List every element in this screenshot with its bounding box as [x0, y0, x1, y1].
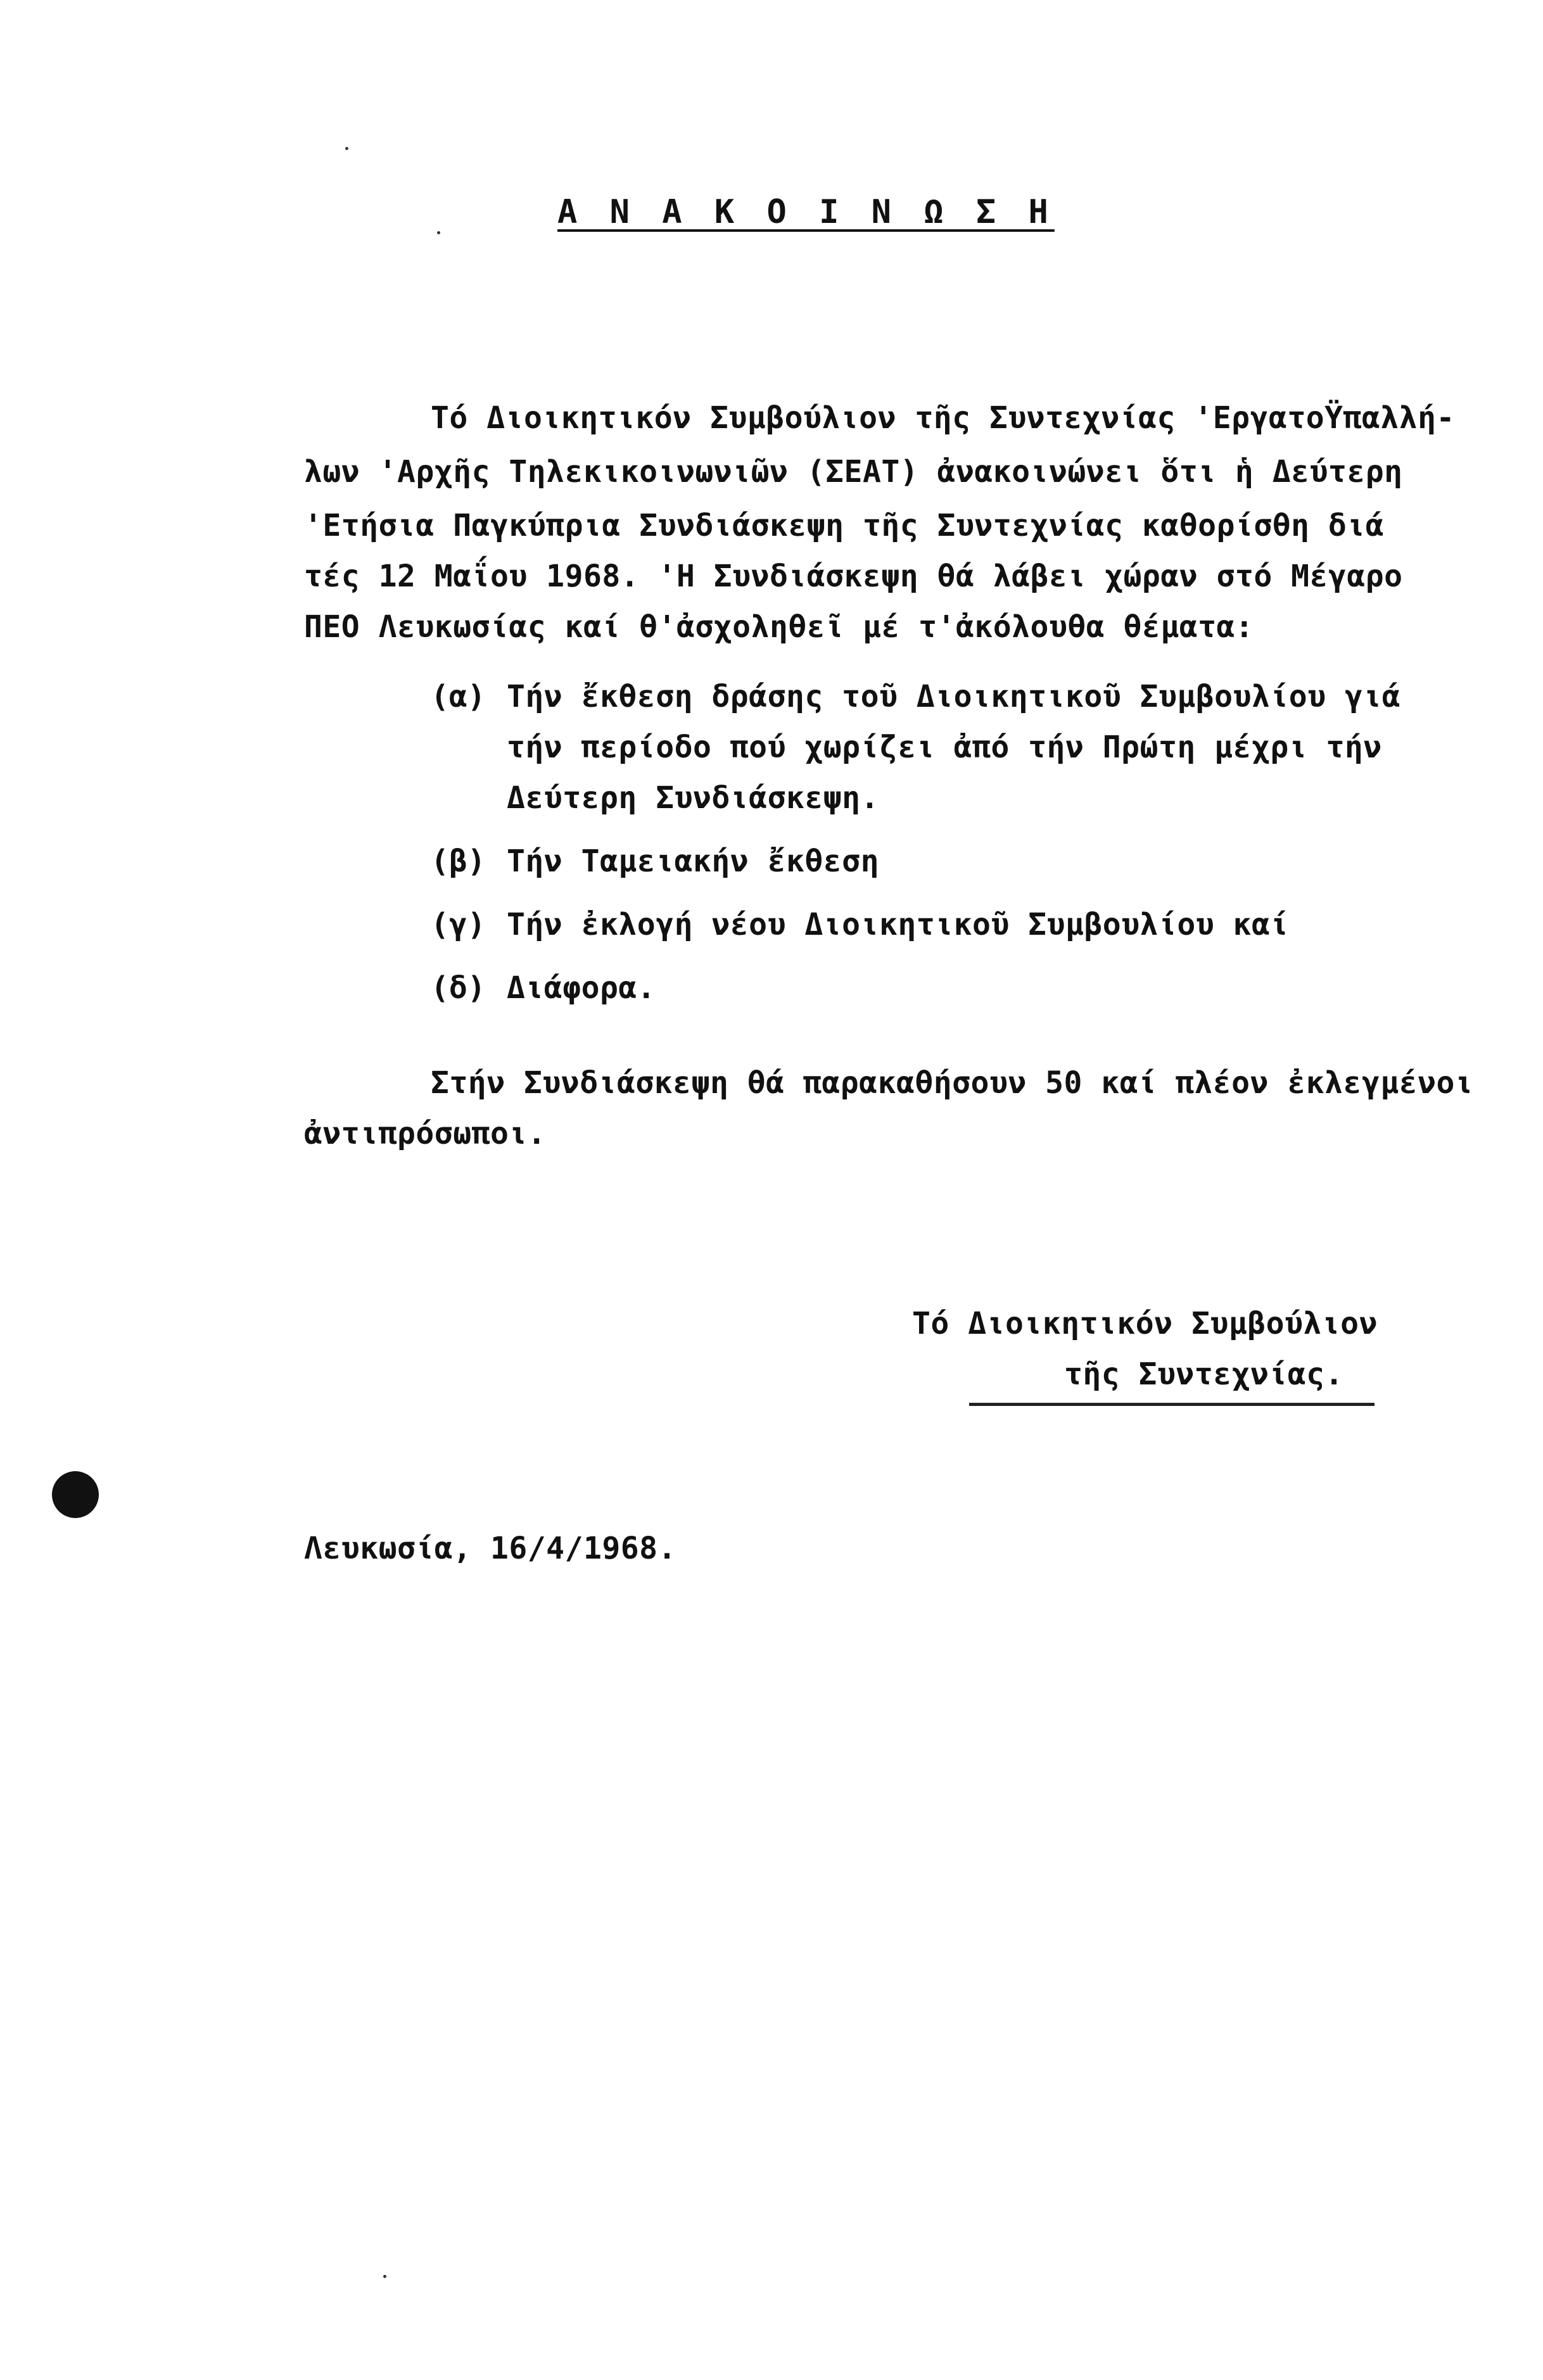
- item-line: Δεύτερη Συνδιάσκεψη.: [507, 780, 879, 816]
- intro-line: λων 'Αρχῆς Τηλεκικοινωνιῶν (ΣΕΑΤ) ἀνακοινώνει ὅτι ἡ Δεύτερη: [304, 454, 1403, 490]
- closing-line: ἀντιπρόσωποι.: [304, 1116, 547, 1151]
- speck-mark: [383, 2275, 386, 2278]
- item-label: (γ): [431, 907, 486, 942]
- item-line: Τήν Ταμειακήν ἔκθεση: [507, 844, 879, 879]
- speck-mark: [437, 231, 440, 234]
- signature-underline: [969, 1403, 1375, 1406]
- item-line: Τήν ἐκλογή νέου Διοικητικοῦ Συμβουλίου καί: [507, 907, 1289, 942]
- item-label: (δ): [431, 970, 486, 1006]
- item-label: (β): [431, 844, 486, 879]
- speck-mark: [345, 147, 348, 150]
- item-line: Τήν ἔκθεση δράσης τοῦ Διοικητικοῦ Συμβουλίου γιά: [507, 679, 1401, 714]
- place-date: Λευκωσία, 16/4/1968.: [304, 1531, 676, 1566]
- intro-line: ΠΕΟ Λευκωσίας καί θ'ἀσχοληθεῖ μέ τ'ἀκόλουθα θέματα:: [304, 609, 1254, 645]
- document-title: Α Ν Α Κ Ο Ι Ν Ω Σ Η: [557, 193, 1055, 231]
- item-label: (α): [431, 679, 486, 714]
- item-line: Διάφορα.: [507, 970, 656, 1006]
- closing-line: Στήν Συνδιάσκεψη θά παρακαθήσουν 50 καί πλέον ἐκλεγμένοι: [431, 1065, 1474, 1101]
- punch-hole-mark: [52, 1471, 99, 1518]
- intro-line: Τό Διοικητικόν Συμβούλιον τῆς Συντεχνίας 'ΕργατοΫπαλλή-: [431, 400, 1455, 436]
- signature-line: τῆς Συντεχνίας.: [1064, 1357, 1343, 1392]
- signature-line: Τό Διοικητικόν Συμβούλιον: [912, 1306, 1378, 1341]
- item-line: τήν περίοδο πού χωρίζει ἀπό τήν Πρώτη μέχρι τήν: [507, 730, 1382, 765]
- intro-line: τές 12 Μαΐου 1968. 'Η Συνδιάσκεψη θά λάβει χώραν στό Μέγαρο: [304, 559, 1403, 594]
- intro-line: 'Ετήσια Παγκύπρια Συνδιάσκεψη τῆς Συντεχνίας καθορίσθη διά: [304, 508, 1385, 543]
